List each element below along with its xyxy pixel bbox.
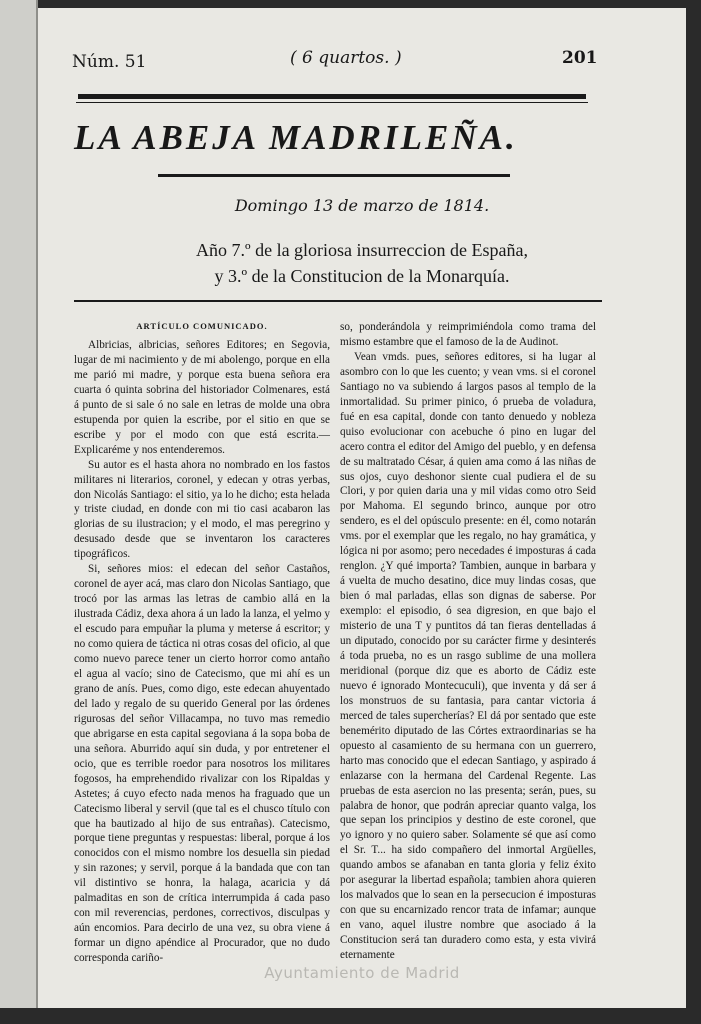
article-paragraph: Si, señores mios: el edecan del señor Castaños, coronel de ayer acá, mas claro don Nicolas Santiago, que trocó por las armas las letras de cambio allá en la ilustrada Cádiz, dexa ahora á un lado la lanza, el yelmo y el escudo para empuñar la pluma y meterse á escritor; y no como quiera de táctica ni otras cosas del oficio, al que como nuevo parece tener un cierto horror como antaño el agua al vacío; sino de Catecismo, que mi ahí es un grano de anís. Pues, como digo, este edecan ahuyentado del lado y regalo de su querido General por las órdenes rigurosas del señor Villacampa, no tuvo mas remedio que abrigarse en esta capital segoviana á la sopa boba de una señora. Aburrido aquí sin duda, y por entretener el ocio, que es terrible roedor para nosotros los militares fogosos, ha emprehendido rivalizar con los Ripaldas y Astetes; á cuyo efecto nada menos ha fraguado que un Catecismo liberal y servil (que tal es el chusco título con que ha bautizado al hijo de sus entrañas). Catecismo, porque tiene preguntas y respuestas: liberal, porque á los conocidos con el mismo nombre los desuella sin piedad y sin razones; y servil, porque á la bandada que con tan vil distintivo se honra, la halaga, acaricia y dá palmaditas en son de crítica interrumpida á cada paso con mil reverencias, perdones, correctivos, disculpas y aún encomios. Para decirlo de una vez, su obra viene á formar un digno apéndice al Procurador, que no dudo corresponda cariño- [74, 563, 330, 965]
issue-year-line-1: Año 7.º de la gloriosa insurreccion de España, [196, 240, 528, 260]
issue-date: Domingo 13 de marzo de 1814. [234, 196, 490, 215]
masthead-top-rule-thin [76, 102, 588, 103]
article-paragraph: Vean vmds. pues, señores editores, si ha lugar al asombro con lo que les cuento; y vean vms. si el coronel Santiago no va subiendo á largos pasos al templo de la inmortalidad. Su primer pinico, ó prueba de voladura, fué en esa capital, donde con tanto denuedo y nobleza quiso evolucionar con acebuche ó pino en lugar del acero contra el editor del Amigo del pueblo, y en defensa de su maltratado César, á quien ama como á las niñas de sus ojos, cuyo deshonor siente cual pudiera el de su Clori, y por quien daria una y mil vidas como otro Seid por Mahoma. El segundo brinco, aunque por otro sendero, es el del opúsculo presente: en él, como notarán vms. por el exemplar que les regalo, no hay gramática, y lógica ni por asomo; pero necedades é imposturas á cada renglon. ¿Y qué importa? Tambien, aunque in barbara y á vuelta de mucho desatino, dice muy lindas cosas, que bien ó mal parladas, ellas son dignas de saberse. Por exemplo: el episodio, ó sea digresion, en que bajo el misterio de una T y puntitos dá tan fieras dentelladas á un diputado, conocido por su carácter firme y desinterés á toda prueba, no es un rasgo sublime de una mollera meridional (porque diz que es aborto de Cádiz este nuevo é ignorado Montecuculi), que inventa y dá ser á los monstruos de su fantasia, para cantar victoria á merced de tales supercherías? El dá por sentado que este benemérito diputado de las Córtes extraordinarias se ha opuesto al casamiento de su hermana con un guerrero, harto mas conocido que el edecan Santiago, y aspirado á enlazarse con la hermana del Cardenal Regente. Las pruebas de esta asercion no las presenta; serán, pues, su palabra de honor, que podrán apreciar quanto valga, los que sepan los principios y destino de este coronel, que yo ignoro y no quiero saber. Solamente sé que así como el Sr. T... ha sido compañero del inmortal Argüelles, quando ambos se afanaban en tanta gloria y feliz éxito por asegurar la libertad española; tambien ahora quieren los malvados que lo sean en la persecucion é imposturas con que su encarnizado rencor trata de infamar; aunque en vano, aquel ilustre nombre que asociado á la Constitucion será tan duradero como esta, y esta vivirá eternamente [340, 350, 596, 962]
previous-page-edge[interactable] [0, 0, 38, 1008]
issue-year-line-2: y 3.º de la Constitucion de la Monarquía. [214, 266, 510, 286]
section-divider [74, 300, 602, 302]
newspaper-page [38, 8, 686, 1008]
library-watermark: Ayuntamiento de Madrid [264, 964, 460, 982]
article-column-left [74, 320, 330, 966]
article-paragraph: so, ponderándola y reimprimiéndola como trama del mismo estambre que el famoso de la de Audinot. [340, 321, 596, 348]
issue-number: Núm. 51 [72, 52, 147, 72]
newspaper-title: LA ABEJA MADRILEÑA. [74, 118, 518, 157]
issue-price: ( 6 quartos. ) [290, 48, 402, 68]
article-heading: ARTÍCULO COMUNICADO. [136, 321, 268, 331]
article-paragraph: Su autor es el hasta ahora no nombrado en los fastos militares ni literarios, coronel, y edecan y otras yerbas, don Nicolás Santiago: el sitio, ya lo he dicho; esta helada y triste ciudad, en donde con mi tio casi acabaron las glorias de su ilustracion; y el modo, el mas peregrino y desusado desde que se inventaron los caracteres tipográficos. [74, 458, 330, 561]
masthead-top-rule [78, 94, 586, 99]
article-column-right [340, 320, 596, 963]
article-paragraph: Albricias, albricias, señores Editores; en Segovia, lugar de mi nacimiento y de mi abolengo, porque en ella me parió mi madre, y porque esta buena señora era cuarta ó quinta sobrina del historiador Colmenares, está á punto de si sale ó no sale en letras de molde una obra estupenda por quien la escribe, por el sitio en que se escribe y por el modo con que está escrita.—Explicaréme y nos entenderemos. [74, 339, 330, 456]
page-number: 201 [562, 48, 598, 68]
title-underline [158, 174, 510, 177]
